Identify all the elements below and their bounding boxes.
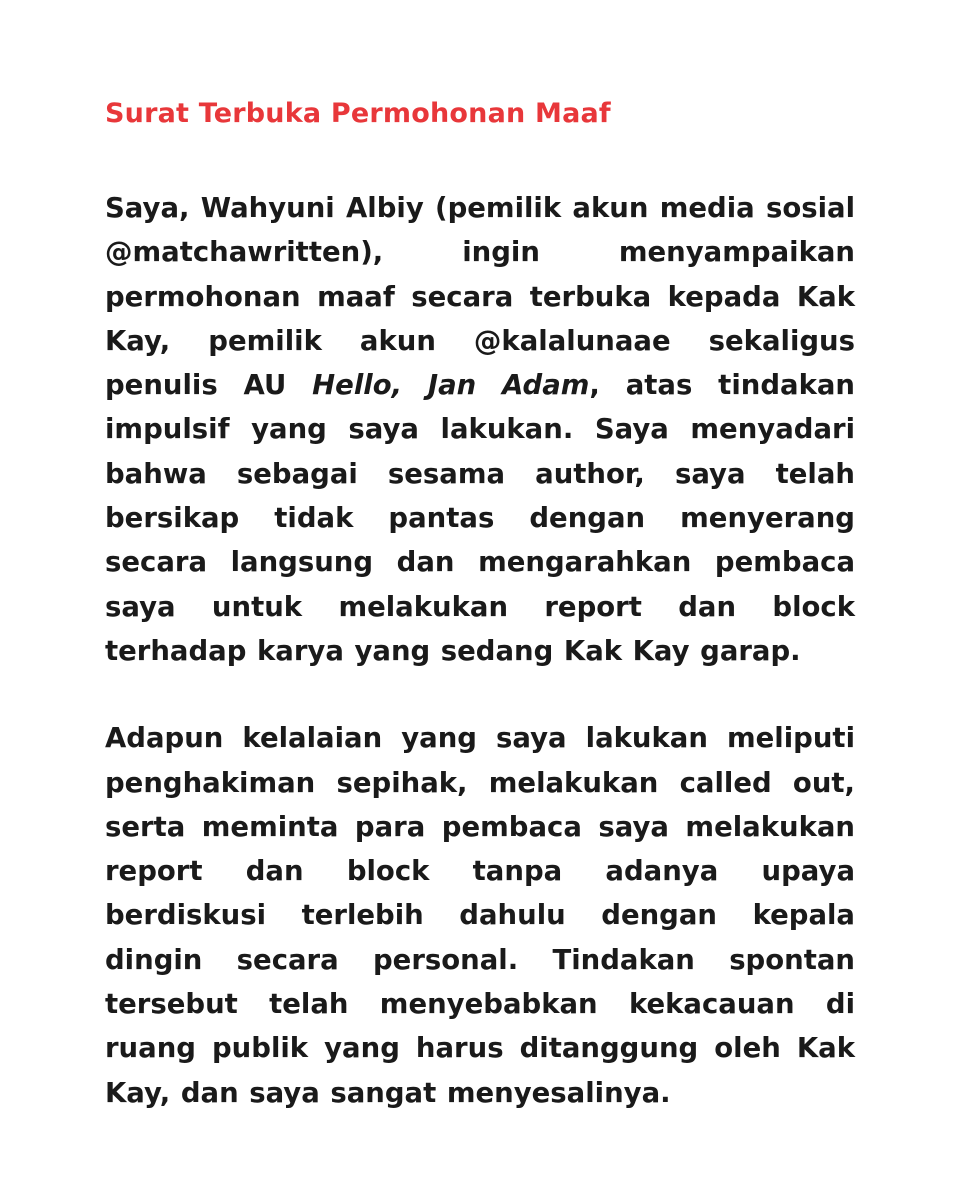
- letter-page: [105, 92, 855, 1115]
- letter-paragraph-1: [105, 186, 855, 673]
- letter-title: Surat Terbuka Permohonan Maaf: [105, 98, 611, 129]
- paragraph-1-text-end: , atas tindakan impulsif yang saya lakukan. Saya menyadari bahwa sebagai sesama author, saya telah bersikap tidak pantas dengan menyerang secara langsung dan mengarahkan pembaca saya untuk melakukan report dan block terhadap karya yang sedang Kak Kay garap.: [105, 369, 855, 667]
- work-title: Hello, Jan Adam: [312, 369, 590, 402]
- letter-paragraph-2: Adapun kelalaian yang saya lakukan meliputi penghakiman sepihak, melakukan called out, serta meminta para pembaca saya melakukan report dan block tanpa adanya upaya berdiskusi terlebih dahulu dengan kepala dingin secara personal. Tindakan spontan tersebut telah menyebabkan kekacauan di ruang publik yang harus ditanggung oleh Kak Kay, dan saya sangat menyesalinya.: [105, 722, 855, 1109]
- paragraph-1-text-start: Saya, Wahyuni Albiy (pemilik akun media sosial @matchawritten), ingin menyampaikan permohonan maaf secara terbuka kepada Kak Kay, pemilik akun @kalalunaae sekaligus penulis AU: [105, 192, 855, 402]
